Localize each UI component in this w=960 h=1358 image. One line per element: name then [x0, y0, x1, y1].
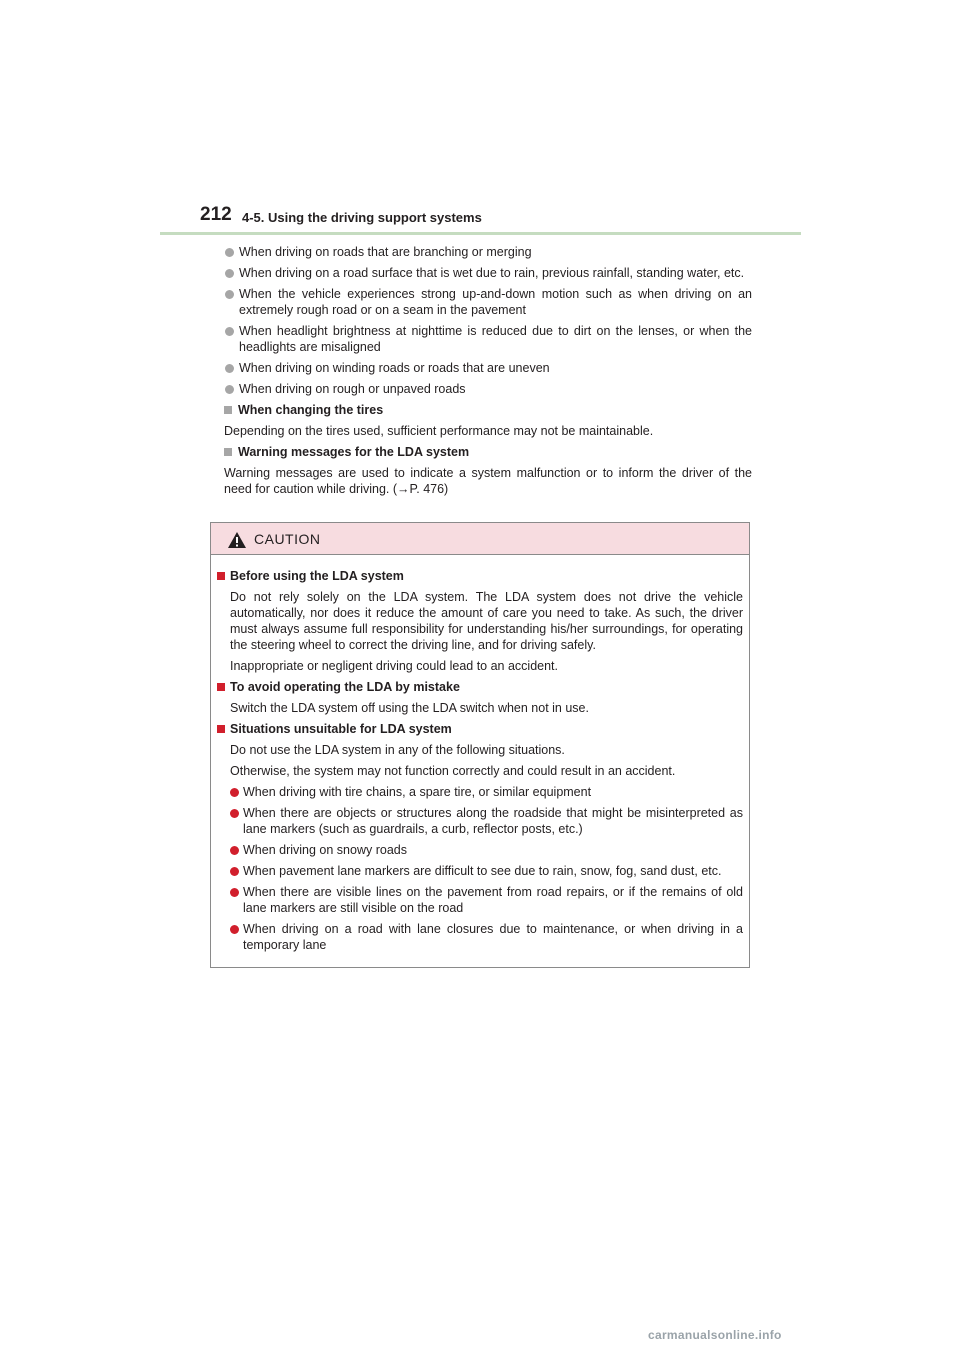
- tires-heading: When changing the tires: [224, 402, 752, 418]
- tires-text: Depending on the tires used, sufficient performance may not be maintainable.: [224, 424, 654, 438]
- main-content: [224, 244, 752, 502]
- page-reference-link[interactable]: →P. 476): [397, 482, 449, 496]
- caution-text: Otherwise, the system may not function correctly and could result in an accident.: [230, 764, 676, 778]
- list-item: When headlight brightness at nighttime is reduced due to dirt on the lenses, or when the headlights are misaligned: [224, 323, 752, 355]
- square-bullet-icon: [217, 572, 225, 580]
- list-item: When driving on a road with lane closures due to maintenance, or when driving in a temporary lane: [230, 921, 743, 953]
- caution-heading-avoid: To avoid operating the LDA by mistake: [217, 679, 743, 695]
- list-item: When driving on roads that are branching or merging: [224, 244, 752, 260]
- list-item: When there are objects or structures along the roadside that might be misinterpreted as lane markers (such as guardrails, a curb, reflector posts, etc.): [230, 805, 743, 837]
- square-bullet-icon: [224, 406, 232, 414]
- caution-heading-unsuitable: Situations unsuitable for LDA system: [217, 721, 743, 737]
- square-bullet-icon: [217, 683, 225, 691]
- bullet-icon: [225, 290, 234, 299]
- square-bullet-icon: [224, 448, 232, 456]
- caution-text: Do not use the LDA system in any of the following situations.: [230, 743, 565, 757]
- bullet-icon: [230, 788, 239, 797]
- caution-text: Do not rely solely on the LDA system. The LDA system does not drive the vehicle automatically, nor does it reduce the amount of care you need to take. As such, the driver must always assume full responsibility for understanding his/her surroundings, for operating the steering wheel to correct the driving line, and for driving safely.: [230, 590, 743, 652]
- header-divider: [160, 232, 801, 235]
- list-item: When there are visible lines on the pavement from road repairs, or if the remains of old lane markers are still visible on the road: [230, 884, 743, 916]
- list-item: When driving on rough or unpaved roads: [224, 381, 752, 397]
- list-item: When driving on winding roads or roads that are uneven: [224, 360, 752, 376]
- bullet-icon: [225, 269, 234, 278]
- warnings-text: Warning messages are used to indicate a system malfunction or to inform the driver of the need for caution while driving. (→P. 476): [224, 466, 752, 496]
- bullet-icon: [230, 867, 239, 876]
- caution-text: Switch the LDA system off using the LDA switch when not in use.: [230, 701, 589, 715]
- list-item: When the vehicle experiences strong up-and-down motion such as when driving on an extremely rough road or on a seam in the pavement: [224, 286, 752, 318]
- bullet-icon: [230, 925, 239, 934]
- list-item: When driving with tire chains, a spare tire, or similar equipment: [230, 784, 743, 800]
- caution-body: [217, 568, 743, 958]
- bullet-icon: [230, 888, 239, 897]
- caution-text: Inappropriate or negligent driving could lead to an accident.: [230, 659, 558, 673]
- caution-title: CAUTION: [254, 531, 321, 547]
- page-number: 212: [200, 204, 232, 225]
- caution-box: [210, 522, 750, 968]
- bullet-icon: [225, 248, 234, 257]
- bullet-icon: [225, 327, 234, 336]
- caution-header: [211, 523, 749, 555]
- bullet-icon: [225, 385, 234, 394]
- section-title: 4-5. Using the driving support systems: [242, 210, 482, 225]
- bullet-icon: [230, 809, 239, 818]
- list-item: When driving on snowy roads: [230, 842, 743, 858]
- caution-heading-before: Before using the LDA system: [217, 568, 743, 584]
- bullet-icon: [225, 364, 234, 373]
- square-bullet-icon: [217, 725, 225, 733]
- list-item: When driving on a road surface that is wet due to rain, previous rainfall, standing water, etc.: [224, 265, 752, 281]
- list-item: When pavement lane markers are difficult to see due to rain, snow, fog, sand dust, etc.: [230, 863, 743, 879]
- page-header: [200, 204, 800, 234]
- warning-triangle-icon: [227, 531, 247, 554]
- warnings-heading: Warning messages for the LDA system: [224, 444, 752, 460]
- watermark: carmanualsonline.info: [648, 1328, 782, 1342]
- bullet-icon: [230, 846, 239, 855]
